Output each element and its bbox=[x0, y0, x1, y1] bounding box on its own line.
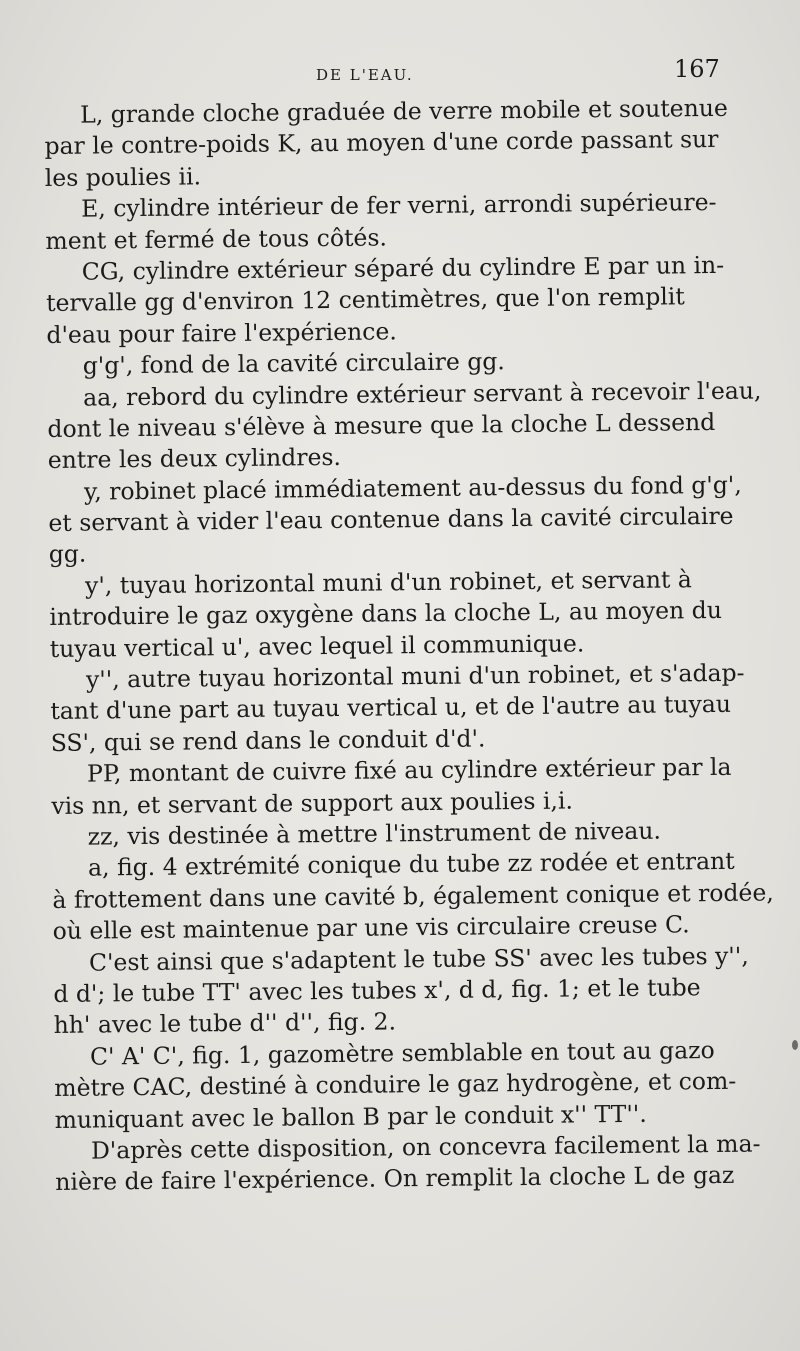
page-number: 167 bbox=[674, 55, 720, 83]
text-line: zz, vis destinée à mettre l'instrument de niveau. bbox=[87, 816, 662, 851]
text-line: C' A' C', fig. 1, gazomètre semblable en tout au gazo bbox=[89, 1035, 715, 1071]
text-line: tuyau vertical u', avec lequel il communique. bbox=[49, 629, 585, 663]
text-line: où elle est maintenue par une vis circulaire creuse C. bbox=[52, 910, 690, 946]
text-line: hh' avec le tube d'' d'', fig. 2. bbox=[53, 1007, 397, 1040]
text-line: E, cylindre intérieur de fer verni, arrondi supérieure- bbox=[80, 188, 717, 223]
text-line: C'est ainsi que s'adaptent le tube SS' avec les tubes y'', bbox=[88, 941, 749, 977]
text-line: g'g', fond de la cavité circulaire gg. bbox=[82, 347, 505, 380]
text-line: entre les deux cylindres. bbox=[47, 443, 342, 475]
text-line: y, robinet placé immédiatement au-dessus du fond g'g', bbox=[83, 470, 742, 506]
text-line: y'', autre tuyau horizontal muni d'un robinet, et s'adap- bbox=[85, 658, 745, 694]
text-line: muniquant avec le ballon B par le conduit x'' TT''. bbox=[54, 1099, 647, 1134]
text-line: les poulies ii. bbox=[44, 162, 202, 192]
text-line: tant d'une part au tuyau vertical u, et de l'autre au tuyau bbox=[50, 690, 732, 726]
text-line: d d'; le tube TT' avec les tubes x', d d, fig. 1; et le tube bbox=[53, 973, 701, 1008]
text-line: L, grande cloche graduée de verre mobile et soutenue bbox=[80, 93, 728, 129]
binding-mark bbox=[792, 1040, 798, 1050]
text-line: introduire le gaz oxygène dans la cloche L, au moyen du bbox=[49, 596, 723, 632]
text-line: dont le niveau s'élève à mesure que la cloche L dessend bbox=[47, 407, 716, 443]
text-line: PP, montant de cuivre fixé au cylindre extérieur par la bbox=[86, 753, 732, 788]
text-line: nière de faire l'expérience. On remplit la cloche L de gaz bbox=[55, 1161, 735, 1197]
text-line: par le contre-poids K, au moyen d'une corde passant sur bbox=[44, 125, 719, 161]
text-line: à frottement dans une cavité b, également conique et rodée, bbox=[52, 878, 774, 914]
text-line: gg. bbox=[48, 540, 87, 569]
text-line: ment et fermé de tous côtés. bbox=[45, 222, 388, 255]
text-line: d'eau pour faire l'expérience. bbox=[46, 317, 397, 349]
running-head: DE L'EAU. bbox=[316, 66, 414, 84]
text-line: vis nn, et servant de support aux poulies i,i. bbox=[51, 786, 574, 820]
text-line: mètre CAC, destiné à conduire le gaz hydrogène, et com- bbox=[54, 1066, 737, 1103]
text-line: tervalle gg d'environ 12 centimètres, que l'on remplit bbox=[45, 282, 685, 318]
text-line: SS', qui se rend dans le conduit d'd'. bbox=[50, 724, 486, 757]
text-line: aa, rebord du cylindre extérieur servant à recevoir l'eau, bbox=[82, 376, 762, 412]
text-line: et servant à vider l'eau contenue dans la cavité circulaire bbox=[48, 501, 734, 538]
body-text bbox=[44, 93, 774, 1199]
text-line: D'après cette disposition, on concevra facilement la ma- bbox=[90, 1129, 761, 1165]
text-line: CG, cylindre extérieur séparé du cylindre E par un in- bbox=[81, 250, 725, 286]
text-line: y', tuyau horizontal muni d'un robinet, et servant à bbox=[84, 565, 693, 600]
text-line: a, fig. 4 extrémité conique du tube zz rodée et entrant bbox=[87, 847, 735, 882]
